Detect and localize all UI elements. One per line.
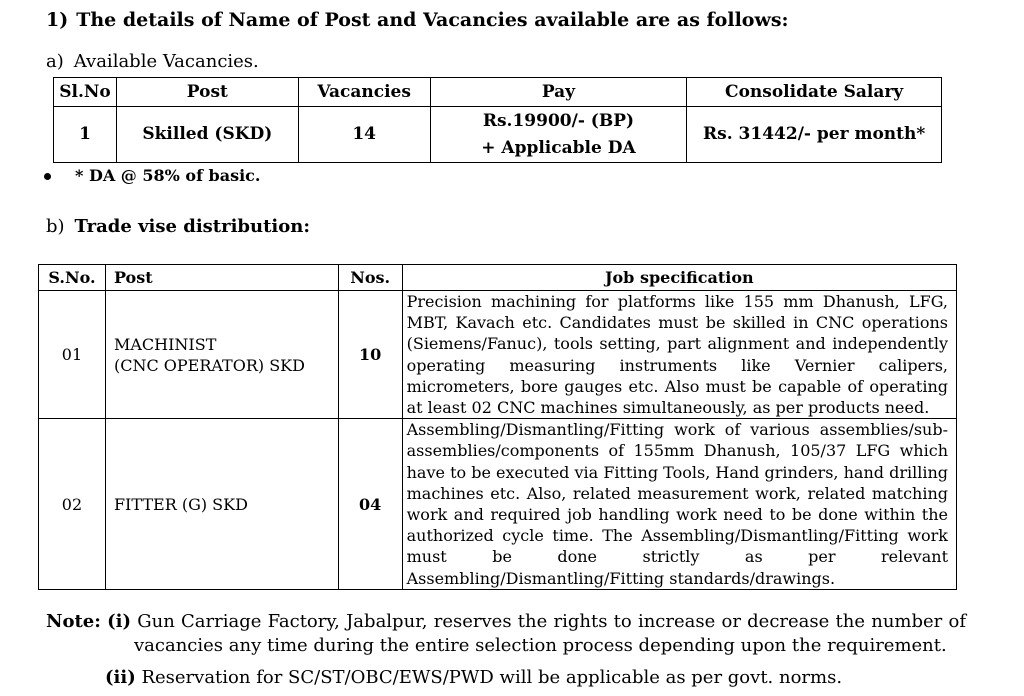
note-item-1 [46,610,966,658]
note-item-1-text: Gun Carriage Factory, Jabalpur, reserves the rights to increase or decrease the number of vacancies any time during the entire selection process depending upon the requirement. [134,611,966,656]
header-pay: Pay [430,78,687,107]
header-vacancies: Vacancies [298,78,430,107]
note-block [46,610,966,658]
cell-nos: 10 [338,291,402,419]
header-job-spec: Job specification [402,265,956,291]
note-item-1-label: (i) [107,611,131,632]
bullet-icon [44,173,51,180]
subsection-a-heading [46,51,259,72]
cell-job-spec: Assembling/Dismantling/Fitting work of various assemblies/sub-assemblies/components of 155mm Dhanush, 105/37 LFG which have to be executed via Fitting Tools, Hand grinders, hand drilling machines etc. Also, related measurement work, related matching work and required job handling work need to be done within the authorized cycle time. The Assembling/Dismantling/Fitting work must be done strictly as per relevant Assembling/Dismantling/Fitting standards/drawings. [402,419,956,590]
subsection-b-title: Trade vise distribution: [74,216,310,237]
table-row [39,291,957,419]
subsection-a-title: Available Vacancies. [73,51,259,72]
header-slno: Sl.No [54,78,117,107]
trade-table [38,264,957,590]
vacancy-table-header [54,78,942,107]
section-title: The details of Name of Post and Vacancies available are as follows: [76,9,789,31]
cell-pay [430,107,687,163]
cell-post: FITTER (G) SKD [105,419,338,590]
post-line-1: MACHINIST [113,334,217,354]
header-nos: Nos. [338,265,402,291]
header-sno: S.No. [39,265,106,291]
subsection-b-label: b) [46,216,65,237]
vacancy-table [53,77,942,163]
table-row [39,419,957,590]
section-number: 1) [46,9,69,31]
pay-line-1: Rs.19900/- (BP) [482,110,635,131]
cell-vacancies: 14 [298,107,430,163]
post-line-2: (CNC OPERATOR) SKD [113,355,305,375]
note-item-2-text: Reservation for SC/ST/OBC/EWS/PWD will be applicable as per govt. norms. [141,667,843,688]
cell-job-spec: Precision machining for platforms like 155 mm Dhanush, LFG, MBT, Kavach etc. Candidates must be skilled in CNC operations (Siemens/Fanuc), tools setting, part alignment and independently operating measuring instruments like Vernier calipers, micrometers, bore gauges etc. Also must be capable of operating at least 02 CNC machines simultaneously, as per products need. [402,291,956,419]
bullet-note-text: * DA @ 58% of basic. [75,166,261,185]
cell-sno: 01 [39,291,106,419]
subsection-a-label: a) [46,51,64,72]
trade-table-header [39,265,957,291]
cell-post [105,291,338,419]
bullet-note [44,166,260,185]
note-label: Note: [46,611,101,632]
cell-salary: Rs. 31442/- per month* [687,107,942,163]
cell-sno: 02 [39,419,106,590]
subsection-b-heading [46,216,310,237]
cell-slno: 1 [54,107,117,163]
header-post: Post [116,78,298,107]
header-post: Post [105,265,338,291]
section-heading [46,9,789,31]
table-row [54,107,942,163]
note-item-2-label: (ii) [105,667,136,688]
cell-post: Skilled (SKD) [116,107,298,163]
note-item-2 [105,667,842,688]
cell-nos: 04 [338,419,402,590]
header-salary: Consolidate Salary [687,78,942,107]
pay-line-2: + Applicable DA [481,137,636,158]
